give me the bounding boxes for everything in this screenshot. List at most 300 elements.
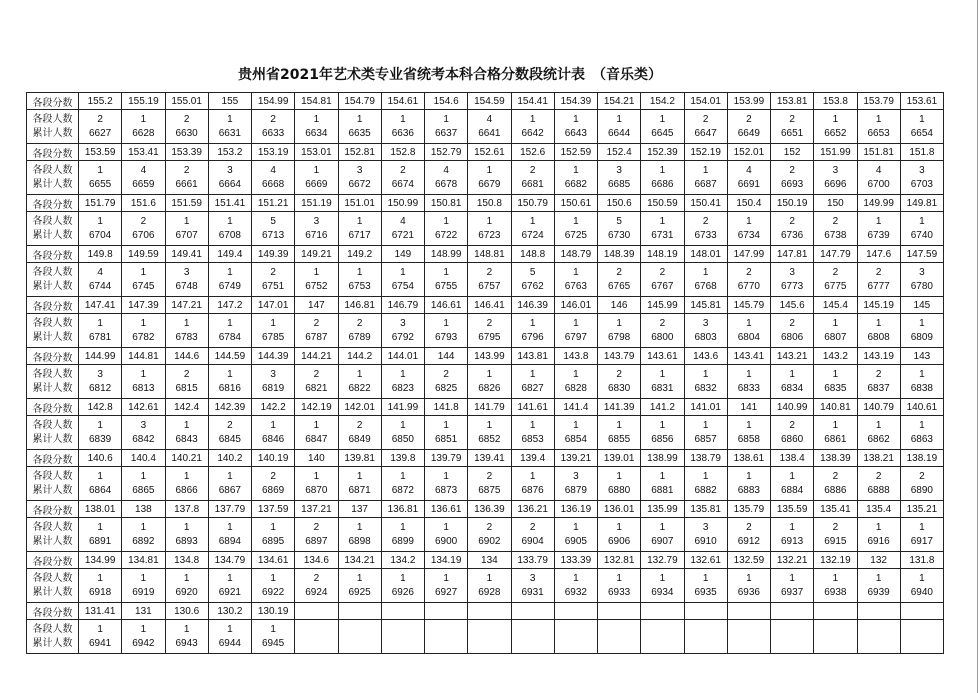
segment-count: 3	[573, 470, 579, 482]
score-cell: 147.41	[79, 297, 122, 314]
count-cell	[381, 161, 424, 195]
score-cell: 133.39	[554, 552, 597, 569]
score-cell: 132.59	[727, 552, 770, 569]
count-cell	[468, 263, 511, 297]
segment-count: 3	[97, 368, 103, 380]
segment-count: 2	[875, 266, 882, 278]
segment-count: 4	[486, 113, 493, 125]
segment-count: 1	[443, 113, 449, 125]
segment-count: 1	[356, 521, 363, 533]
segment-count: 1	[443, 215, 449, 227]
cumulative-count	[641, 637, 683, 651]
count-cell	[598, 314, 641, 348]
count-cell	[814, 161, 857, 195]
segment-count: 2	[832, 215, 839, 227]
count-cell	[79, 365, 122, 399]
segment-count: 5	[529, 266, 536, 278]
segment-count: 1	[832, 419, 839, 431]
score-row	[27, 501, 944, 518]
score-cell: 152.6	[511, 144, 554, 161]
count-row	[27, 569, 944, 603]
count-cell	[857, 314, 900, 348]
score-cell: 154.21	[598, 93, 641, 110]
segment-count: 1	[573, 317, 579, 329]
cumulative-count: 6733	[694, 229, 717, 241]
cumulative-count: 6739	[867, 229, 890, 241]
count-cell	[598, 263, 641, 297]
segment-count: 1	[659, 521, 666, 533]
score-cell: 150	[814, 195, 857, 212]
count-cell	[857, 620, 900, 654]
cumulative-count: 6664	[218, 178, 241, 190]
score-cell: 140.2	[208, 450, 251, 467]
segment-count: 1	[616, 113, 622, 125]
score-cell: 141.39	[598, 399, 641, 416]
row-label-count-cumulative	[27, 620, 79, 654]
count-row	[27, 314, 944, 348]
count-cell	[641, 467, 684, 501]
score-cell: 139.41	[468, 450, 511, 467]
score-cell: 142.8	[79, 399, 122, 416]
count-cell	[554, 620, 597, 654]
cumulative-count: 6734	[737, 229, 760, 241]
score-cell: 143.81	[511, 348, 554, 365]
score-cell: 136.39	[468, 501, 511, 518]
cumulative-count: 6819	[262, 382, 285, 394]
count-cell	[208, 314, 251, 348]
cumulative-count: 6850	[391, 433, 414, 445]
count-cell	[338, 518, 381, 552]
cumulative-count: 6815	[175, 382, 198, 394]
count-row	[27, 110, 944, 144]
cumulative-count: 6940	[910, 586, 933, 598]
count-cell	[165, 212, 208, 246]
row-label-cumulative: 累计人数	[32, 484, 73, 496]
segment-count: 2	[659, 317, 666, 329]
score-cell: 153.41	[122, 144, 165, 161]
score-cell: 152.39	[641, 144, 684, 161]
row-label-count: 各段人数	[32, 266, 73, 278]
segment-count: 1	[875, 572, 882, 584]
cumulative-count: 6873	[435, 484, 458, 496]
score-cell: 141.99	[381, 399, 424, 416]
segment-count: 2	[789, 215, 795, 227]
cumulative-count: 6890	[910, 484, 933, 496]
cumulative-count: 6904	[521, 535, 544, 547]
score-cell: 141.01	[684, 399, 727, 416]
segment-count: 2	[789, 317, 795, 329]
score-cell	[814, 603, 857, 620]
segment-count: 1	[573, 572, 579, 584]
score-cell: 140.4	[122, 450, 165, 467]
score-cell: 150.59	[641, 195, 684, 212]
score-cell: 155.19	[122, 93, 165, 110]
segment-count	[901, 623, 943, 637]
segment-count: 2	[529, 521, 536, 533]
count-row	[27, 161, 944, 195]
count-cell	[857, 518, 900, 552]
segment-count: 3	[919, 164, 925, 176]
segment-count: 1	[140, 572, 147, 584]
cumulative-count: 6892	[132, 535, 155, 547]
count-cell	[554, 263, 597, 297]
segment-count: 1	[832, 572, 839, 584]
score-cell: 148.79	[554, 246, 597, 263]
segment-count: 2	[313, 572, 320, 584]
score-cell: 147.81	[771, 246, 814, 263]
count-cell	[79, 620, 122, 654]
row-label-count: 各段人数	[32, 215, 73, 227]
segment-count: 1	[702, 368, 709, 380]
score-cell: 146	[598, 297, 641, 314]
segment-count: 1	[702, 419, 709, 431]
cumulative-count: 6770	[737, 280, 760, 292]
score-cell: 142.61	[122, 399, 165, 416]
count-cell	[208, 161, 251, 195]
cumulative-count: 6757	[478, 280, 501, 292]
score-cell: 155	[208, 93, 251, 110]
segment-count: 1	[573, 113, 579, 125]
score-row	[27, 297, 944, 314]
count-cell	[468, 518, 511, 552]
row-label-score: 各段分数	[27, 501, 79, 518]
cumulative-count: 6858	[737, 433, 760, 445]
score-cell: 132	[857, 552, 900, 569]
row-label-cumulative: 累计人数	[32, 535, 73, 547]
score-cell: 147.21	[165, 297, 208, 314]
score-cell	[295, 603, 338, 620]
cumulative-count: 6916	[867, 535, 890, 547]
cumulative-count: 6754	[391, 280, 414, 292]
count-cell	[122, 263, 165, 297]
cumulative-count: 6837	[867, 382, 890, 394]
score-cell: 150.99	[381, 195, 424, 212]
row-label-count-cumulative	[27, 110, 79, 144]
cumulative-count: 6659	[132, 178, 155, 190]
segment-count: 2	[746, 521, 752, 533]
cumulative-count: 6645	[651, 127, 674, 139]
segment-count: 1	[270, 419, 276, 431]
segment-count: 1	[313, 470, 320, 482]
score-cell: 152.79	[425, 144, 468, 161]
score-cell	[425, 603, 468, 620]
cumulative-count: 6753	[348, 280, 371, 292]
score-cell: 137.79	[208, 501, 251, 518]
count-cell	[295, 263, 338, 297]
score-cell: 135.4	[857, 501, 900, 518]
segment-count: 1	[616, 317, 622, 329]
count-cell	[857, 569, 900, 603]
score-cell: 147.79	[814, 246, 857, 263]
count-cell	[425, 518, 468, 552]
cumulative-count: 6724	[521, 229, 544, 241]
segment-count: 1	[573, 521, 579, 533]
segment-count: 1	[659, 572, 666, 584]
cumulative-count: 6647	[694, 127, 717, 139]
count-cell	[295, 569, 338, 603]
score-cell: 137.59	[252, 501, 295, 518]
cumulative-count: 6808	[867, 331, 890, 343]
count-cell	[727, 161, 770, 195]
count-cell	[252, 212, 295, 246]
segment-count: 1	[443, 419, 449, 431]
segment-count: 2	[659, 266, 666, 278]
count-cell	[554, 110, 597, 144]
cumulative-count: 6917	[910, 535, 933, 547]
count-cell	[165, 263, 208, 297]
row-label-cumulative: 累计人数	[32, 280, 73, 292]
count-cell	[468, 416, 511, 450]
row-label-cumulative: 累计人数	[32, 229, 73, 241]
cumulative-count: 6725	[564, 229, 587, 241]
cumulative-count: 6932	[564, 586, 587, 598]
segment-count: 1	[832, 113, 839, 125]
segment-count: 1	[616, 521, 622, 533]
score-cell: 134.2	[381, 552, 424, 569]
count-cell	[554, 314, 597, 348]
score-cell: 153.99	[727, 93, 770, 110]
cumulative-count: 6902	[478, 535, 501, 547]
cumulative-count: 6681	[521, 178, 544, 190]
score-cell: 134.79	[208, 552, 251, 569]
count-cell	[857, 212, 900, 246]
segment-count: 3	[702, 521, 709, 533]
cumulative-count: 6655	[89, 178, 112, 190]
score-cell: 145.6	[771, 297, 814, 314]
score-cell: 152.4	[598, 144, 641, 161]
row-label-count-cumulative	[27, 518, 79, 552]
cumulative-count: 6895	[262, 535, 285, 547]
count-cell	[771, 620, 814, 654]
segment-count: 1	[746, 419, 752, 431]
segment-count: 1	[183, 623, 190, 635]
segment-count: 1	[356, 113, 363, 125]
count-cell	[900, 212, 943, 246]
cumulative-count: 6933	[608, 586, 631, 598]
cumulative-count: 6748	[175, 280, 198, 292]
count-cell	[814, 569, 857, 603]
score-cell: 140.21	[165, 450, 208, 467]
score-cell: 142.4	[165, 399, 208, 416]
score-cell: 152.8	[381, 144, 424, 161]
segment-count: 1	[659, 419, 666, 431]
cumulative-count: 6635	[348, 127, 371, 139]
score-cell: 144.81	[122, 348, 165, 365]
score-cell: 140.99	[771, 399, 814, 416]
cumulative-count: 6679	[478, 178, 501, 190]
cumulative-count: 6944	[218, 637, 241, 649]
segment-count: 2	[746, 113, 752, 125]
cumulative-count: 6783	[175, 331, 198, 343]
cumulative-count: 6915	[824, 535, 847, 547]
count-cell	[641, 263, 684, 297]
count-cell	[252, 416, 295, 450]
cumulative-count: 6644	[608, 127, 631, 139]
cumulative-count: 6865	[132, 484, 155, 496]
segment-count: 1	[97, 623, 103, 635]
score-cell: 138.21	[857, 450, 900, 467]
segment-count: 1	[140, 623, 147, 635]
cumulative-count: 6782	[132, 331, 155, 343]
count-cell	[381, 620, 424, 654]
count-cell	[122, 518, 165, 552]
count-cell	[598, 416, 641, 450]
count-cell	[554, 518, 597, 552]
segment-count: 1	[529, 113, 536, 125]
segment-count	[512, 623, 554, 637]
segment-count: 2	[616, 266, 622, 278]
count-cell	[554, 416, 597, 450]
cumulative-count: 6798	[608, 331, 631, 343]
score-cell: 143.19	[857, 348, 900, 365]
cumulative-count: 6880	[608, 484, 631, 496]
segment-count: 1	[616, 572, 622, 584]
cumulative-count: 6762	[521, 280, 544, 292]
score-cell: 138.39	[814, 450, 857, 467]
count-cell	[684, 620, 727, 654]
cumulative-count: 6738	[824, 229, 847, 241]
count-cell	[727, 110, 770, 144]
count-cell	[598, 569, 641, 603]
segment-count: 1	[270, 521, 276, 533]
cumulative-count: 6785	[262, 331, 285, 343]
count-cell	[468, 212, 511, 246]
count-row	[27, 620, 944, 654]
segment-count: 1	[356, 470, 363, 482]
count-cell	[857, 365, 900, 399]
score-cell: 142.39	[208, 399, 251, 416]
segment-count: 1	[97, 470, 103, 482]
segment-count: 1	[919, 368, 925, 380]
cumulative-count: 6842	[132, 433, 155, 445]
cumulative-count: 6939	[867, 586, 890, 598]
score-cell: 131.41	[79, 603, 122, 620]
cumulative-count: 6830	[608, 382, 631, 394]
segment-count: 1	[270, 317, 276, 329]
segment-count: 1	[140, 113, 147, 125]
count-cell	[295, 110, 338, 144]
cumulative-count: 6768	[694, 280, 717, 292]
cumulative-count: 6806	[781, 331, 804, 343]
count-cell	[208, 212, 251, 246]
score-cell: 131	[122, 603, 165, 620]
score-cell: 144.6	[165, 348, 208, 365]
segment-count	[425, 623, 467, 637]
count-cell	[727, 416, 770, 450]
row-label-count-cumulative	[27, 161, 79, 195]
cumulative-count: 6721	[391, 229, 414, 241]
score-cell: 149.59	[122, 246, 165, 263]
cumulative-count: 6717	[348, 229, 371, 241]
row-label-cumulative: 累计人数	[32, 586, 73, 598]
segment-count: 1	[789, 521, 795, 533]
count-cell	[814, 212, 857, 246]
cumulative-count: 6678	[435, 178, 458, 190]
count-cell	[727, 314, 770, 348]
segment-count: 2	[97, 113, 103, 125]
cumulative-count: 6827	[521, 382, 544, 394]
score-cell: 139.81	[338, 450, 381, 467]
segment-count: 1	[227, 572, 233, 584]
count-cell	[684, 212, 727, 246]
count-cell	[727, 518, 770, 552]
cumulative-count: 6686	[651, 178, 674, 190]
count-cell	[79, 518, 122, 552]
count-cell	[338, 569, 381, 603]
score-cell: 146.61	[425, 297, 468, 314]
count-cell	[511, 518, 554, 552]
count-cell	[468, 110, 511, 144]
segment-count: 1	[486, 368, 493, 380]
segment-count: 4	[400, 215, 406, 227]
score-cell: 143.2	[814, 348, 857, 365]
cumulative-count: 6943	[175, 637, 198, 649]
segment-count: 1	[227, 317, 233, 329]
segment-count: 3	[616, 164, 622, 176]
cumulative-count	[339, 637, 381, 651]
row-label-cumulative: 累计人数	[32, 331, 73, 343]
segment-count: 1	[486, 419, 493, 431]
score-cell	[468, 603, 511, 620]
segment-count: 1	[227, 266, 233, 278]
score-cell: 151.01	[338, 195, 381, 212]
count-cell	[900, 314, 943, 348]
count-cell	[554, 365, 597, 399]
cumulative-count: 6809	[910, 331, 933, 343]
count-cell	[684, 416, 727, 450]
cumulative-count: 6767	[651, 280, 674, 292]
segment-count: 3	[919, 266, 925, 278]
segment-count: 2	[789, 419, 795, 431]
segment-count: 2	[919, 470, 925, 482]
score-cell: 150.61	[554, 195, 597, 212]
row-label-count-cumulative	[27, 263, 79, 297]
score-cell: 145.79	[727, 297, 770, 314]
cumulative-count: 6847	[305, 433, 328, 445]
count-cell	[295, 161, 338, 195]
row-label-score: 各段分数	[27, 552, 79, 569]
count-cell	[771, 161, 814, 195]
count-cell	[814, 620, 857, 654]
score-row	[27, 93, 944, 110]
count-cell	[122, 416, 165, 450]
segment-count: 1	[400, 113, 406, 125]
segment-count: 1	[789, 470, 795, 482]
cumulative-count	[425, 637, 467, 651]
score-cell: 154.41	[511, 93, 554, 110]
segment-count: 3	[529, 572, 536, 584]
segment-count	[728, 623, 770, 637]
segment-count: 3	[140, 419, 147, 431]
score-cell: 130.6	[165, 603, 208, 620]
cumulative-count: 6941	[89, 637, 112, 649]
score-cell: 136.19	[554, 501, 597, 518]
segment-count: 1	[616, 470, 622, 482]
count-cell	[338, 620, 381, 654]
score-cell: 149.41	[165, 246, 208, 263]
cumulative-count: 6936	[737, 586, 760, 598]
count-cell	[208, 569, 251, 603]
segment-count: 1	[746, 368, 752, 380]
score-cell: 147.59	[900, 246, 943, 263]
count-cell	[165, 518, 208, 552]
row-label-count: 各段人数	[32, 164, 73, 176]
count-cell	[511, 416, 554, 450]
score-cell: 150.8	[468, 195, 511, 212]
score-cell: 138.61	[727, 450, 770, 467]
cumulative-count: 6627	[89, 127, 112, 139]
cumulative-count: 6775	[824, 280, 847, 292]
